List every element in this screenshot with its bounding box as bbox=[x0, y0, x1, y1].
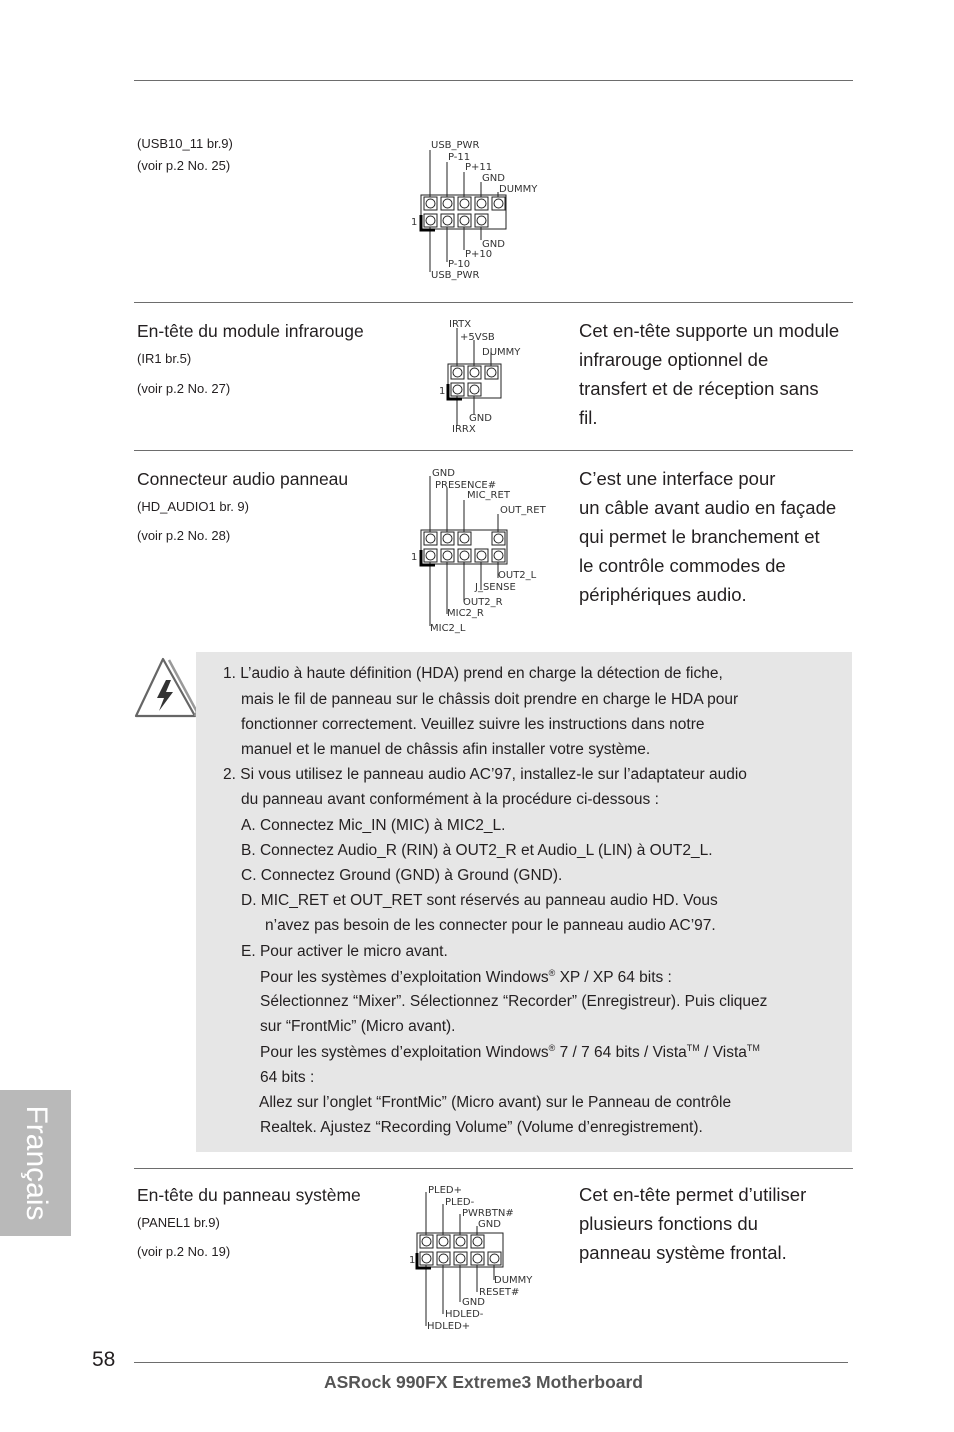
usb-pin-label: P-10 bbox=[448, 259, 471, 270]
panel-pin-label: DUMMY bbox=[494, 1275, 533, 1286]
audio-pin-label: J_SENSE bbox=[475, 582, 516, 593]
note-line: A. Connectez Mic_IN (MIC) à MIC2_L. bbox=[241, 817, 506, 834]
audio-pin-label: MIC2_R bbox=[447, 608, 484, 619]
panel-pin-label: PLED- bbox=[445, 1197, 475, 1208]
note-line: 64 bits : bbox=[260, 1069, 315, 1086]
usb-pin-label: P-11 bbox=[448, 152, 471, 163]
usb-pin-diagram bbox=[405, 135, 555, 285]
ir-pin-diagram bbox=[405, 316, 545, 436]
section-divider bbox=[134, 302, 853, 303]
note-box bbox=[196, 652, 852, 1152]
ir-header-name: (IR1 br.5) bbox=[137, 351, 192, 366]
audio-pin-diagram bbox=[405, 464, 565, 636]
note-line: Pour les systèmes d’exploitation Windows® XP / XP 64 bits : bbox=[260, 968, 672, 986]
audio-pin-label: GND bbox=[432, 468, 455, 479]
usb-pin-label: P+10 bbox=[465, 249, 493, 260]
audio-pin-label: OUT2_R bbox=[463, 597, 503, 608]
panel-pin-label: HDLED+ bbox=[427, 1321, 471, 1332]
audio-pin-label: OUT_RET bbox=[500, 505, 546, 516]
ir-description-line: transfert et de réception sans bbox=[579, 378, 819, 399]
note-line: manuel et le manuel de châssis afin installer votre système. bbox=[241, 741, 651, 758]
audio-description-line: périphériques audio. bbox=[579, 584, 747, 605]
ir-description-line: Cet en-tête supporte un module bbox=[579, 320, 840, 341]
ir-description-line: infrarouge optionnel de bbox=[579, 349, 769, 370]
note-line: 1. L’audio à haute définition (HDA) prend en charge la détection de fiche, bbox=[223, 665, 723, 682]
ir-header-ref: (voir p.2 No. 27) bbox=[137, 381, 231, 396]
ir-pin1-label: 1 bbox=[439, 386, 446, 397]
note-line: n’avez pas besoin de les connecter pour le panneau audio AC’97. bbox=[265, 917, 716, 934]
footer-product-name: ASRock 990FX Extreme3 Motherboard bbox=[324, 1372, 643, 1392]
note-line: Allez sur l’onglet “FrontMic” (Micro avant) sur le Panneau de contrôle bbox=[259, 1094, 732, 1111]
audio-description bbox=[579, 464, 836, 609]
top-rule bbox=[134, 80, 853, 81]
panel-pin-label: PWRBTN# bbox=[462, 1208, 514, 1219]
panel-pin1-label: 1 bbox=[409, 1255, 416, 1266]
audio-description-line: C’est une interface pour bbox=[579, 468, 776, 489]
audio-header-ref: (voir p.2 No. 28) bbox=[137, 528, 231, 543]
section-divider bbox=[134, 450, 853, 451]
warning-lightning-icon bbox=[133, 656, 199, 720]
panel-pin-label: HDLED- bbox=[445, 1309, 484, 1320]
ir-pin-label: +5VSB bbox=[460, 332, 495, 343]
page-number: 58 bbox=[92, 1348, 116, 1371]
panel-description-line: panneau système frontal. bbox=[579, 1242, 787, 1263]
note-line: fonctionner correctement. Veuillez suivre les instructions dans notre bbox=[241, 716, 705, 733]
note-line: 2. Si vous utilisez le panneau audio AC’97, installez-le sur l’adaptateur audio bbox=[223, 766, 747, 783]
usb-pin-label: P+11 bbox=[465, 162, 493, 173]
audio-header-title: Connecteur audio panneau bbox=[137, 469, 349, 489]
note-line: E. Pour activer le micro avant. bbox=[241, 943, 448, 960]
section-divider bbox=[134, 1168, 853, 1169]
usb-pin-label: GND bbox=[482, 239, 505, 250]
usb-pin-label: DUMMY bbox=[499, 184, 538, 195]
note-line: Sélectionnez “Mixer”. Sélectionnez “Recorder” (Enregistreur). Puis cliquez bbox=[260, 993, 768, 1010]
panel-header-title: En-tête du panneau système bbox=[137, 1185, 361, 1205]
panel-pin-diagram bbox=[405, 1180, 555, 1332]
language-side-tab-label: Français bbox=[19, 1105, 53, 1221]
usb-header-name: (USB10_11 br.9) bbox=[137, 136, 233, 151]
panel-description bbox=[579, 1180, 806, 1267]
note-line: mais le fil de panneau sur le châssis doit prendre en charge le HDA pour bbox=[241, 691, 739, 708]
panel-header-ref: (voir p.2 No. 19) bbox=[137, 1244, 231, 1259]
usb-pin-label: GND bbox=[482, 173, 505, 184]
audio-pin-label: MIC2_L bbox=[430, 623, 466, 634]
panel-pin-label: RESET# bbox=[479, 1287, 520, 1298]
ir-header-title: En-tête du module infrarouge bbox=[137, 321, 364, 341]
ir-description bbox=[579, 316, 839, 432]
note-line: B. Connectez Audio_R (RIN) à OUT2_R et Audio_L (LIN) à OUT2_L. bbox=[241, 842, 713, 859]
panel-description-line: Cet en-tête permet d’utiliser bbox=[579, 1184, 807, 1205]
usb-pin1-label: 1 bbox=[411, 217, 418, 228]
audio-description-line: un câble avant audio en façade bbox=[579, 497, 837, 518]
audio-pin-label: PRESENCE# bbox=[435, 480, 497, 491]
note-line: Pour les systèmes d’exploitation Windows® 7 / 7 64 bits / Vista™ / Vista™ bbox=[260, 1043, 760, 1061]
language-side-tab bbox=[0, 1090, 71, 1236]
audio-description-line: qui permet le branchement et bbox=[579, 526, 820, 547]
ir-description-line: fil. bbox=[579, 407, 598, 428]
usb-pin-label: USB_PWR bbox=[431, 270, 480, 281]
note-line: sur “FrontMic” (Micro avant). bbox=[260, 1018, 456, 1035]
panel-description-line: plusieurs fonctions du bbox=[579, 1213, 758, 1234]
audio-pin-label: OUT2_L bbox=[498, 570, 537, 581]
note-line: Realtek. Ajustez “Recording Volume” (Volume d’enregistrement). bbox=[260, 1119, 703, 1136]
panel-pin-label: GND bbox=[478, 1219, 501, 1230]
note-line: du panneau avant conformément à la procédure ci-dessous : bbox=[241, 791, 659, 808]
audio-description-line: le contrôle commodes de bbox=[579, 555, 786, 576]
usb-pin-label: USB_PWR bbox=[431, 140, 480, 151]
ir-pin-block bbox=[448, 364, 501, 398]
panel-pin-label: PLED+ bbox=[428, 1185, 462, 1196]
footer-rule bbox=[134, 1362, 848, 1363]
audio-pin1-label: 1 bbox=[411, 552, 418, 563]
ir-pin-label: DUMMY bbox=[482, 347, 521, 358]
panel-header-name: (PANEL1 br.9) bbox=[137, 1215, 220, 1230]
panel-pin-label: GND bbox=[462, 1297, 485, 1308]
ir-pin-label: IRTX bbox=[449, 319, 472, 330]
audio-header-name: (HD_AUDIO1 br. 9) bbox=[137, 499, 249, 514]
audio-pin-label: MIC_RET bbox=[467, 490, 510, 501]
note-line: D. MIC_RET et OUT_RET sont réservés au panneau audio HD. Vous bbox=[241, 892, 718, 909]
ir-pin-label: IRRX bbox=[452, 424, 476, 435]
usb-header-ref: (voir p.2 No. 25) bbox=[137, 158, 231, 173]
note-line: C. Connectez Ground (GND) à Ground (GND). bbox=[241, 867, 563, 884]
ir-pin-label: GND bbox=[469, 413, 492, 424]
